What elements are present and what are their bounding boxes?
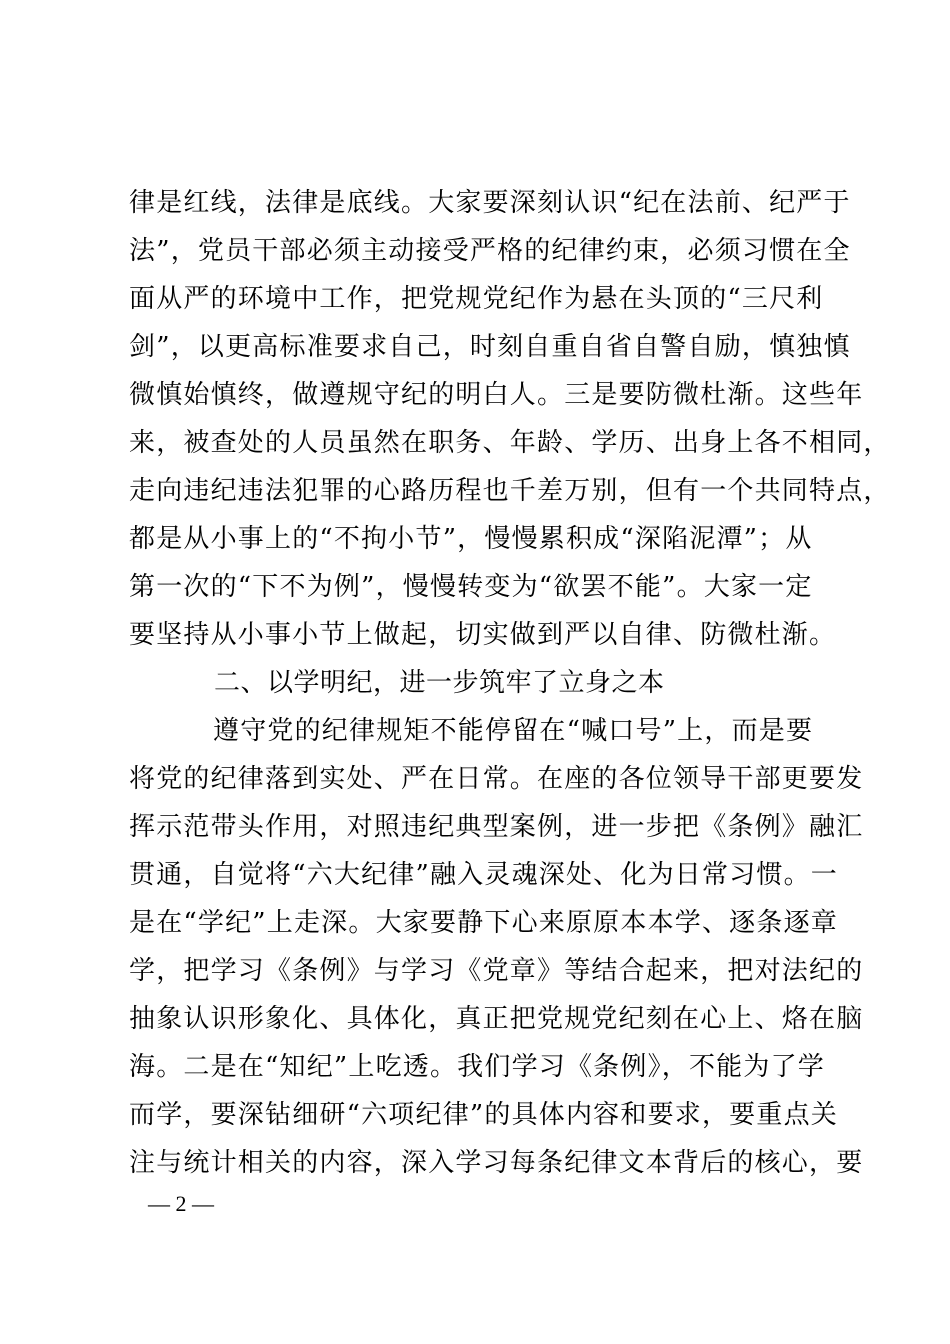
- body-text-line: 法”，党员干部必须主动接受严格的纪律约束，必须习惯在全: [129, 236, 851, 266]
- body-text-line: 而学，要深钻细研“六项纪律”的具体内容和要求，要重点关: [129, 1100, 838, 1130]
- body-text-line: 抽象认识形象化、具体化，真正把党规党纪刻在心上、烙在脑: [129, 1004, 864, 1034]
- page-number: — 2 —: [148, 1191, 214, 1216]
- body-text-line: 是在“学纪”上走深。大家要静下心来原原本本学、逐条逐章: [129, 908, 838, 938]
- body-text-line: 走向违纪违法犯罪的心路历程也千差万别，但有一个共同特点，: [129, 476, 891, 506]
- body-text-line: 要坚持从小事小节上做起，切实做到严以自律、防微杜渐。: [129, 620, 837, 650]
- body-text-line: 挥示范带头作用，对照违纪典型案例，进一步把《条例》融汇: [129, 812, 864, 842]
- body-text-line: 剑”，以更高标准要求自己，时刻自重自省自警自励，慎独慎: [129, 332, 851, 362]
- body-text-line: 微慎始慎终，做遵规守纪的明白人。三是要防微杜渐。这些年: [129, 380, 864, 410]
- body-text-line: 第一次的“下不为例”，慢慢转变为“欲罢不能”。大家一定: [129, 572, 813, 602]
- body-text-line: 贯通，自觉将“六大纪律”融入灵魂深处、化为日常习惯。一: [129, 860, 838, 890]
- body-text-line: 都是从小事上的“不拘小节”，慢慢累积成“深陷泥潭”；从: [129, 524, 813, 554]
- body-text-line: 注与统计相关的内容，深入学习每条纪律文本背后的核心，要: [129, 1148, 864, 1178]
- body-text-line: 律是红线，法律是底线。大家要深刻认识“纪在法前、纪严于: [129, 188, 851, 218]
- body-text-line: 学，把学习《条例》与学习《党章》等结合起来，把对法纪的: [129, 956, 864, 986]
- section-heading: 二、以学明纪，进一步筑牢了立身之本: [214, 668, 665, 698]
- body-text-line: 面从严的环境中工作，把党规党纪作为悬在头顶的“三尺利: [129, 284, 824, 314]
- body-text-line: 海。二是在“知纪”上吃透。我们学习《条例》，不能为了学: [129, 1052, 825, 1082]
- body-text-line: 来，被查处的人员虽然在职务、年龄、学历、出身上各不相同，: [129, 428, 891, 458]
- body-text-line: 遵守党的纪律规矩不能停留在“喊口号”上，而是要: [213, 716, 814, 746]
- body-text-line: 将党的纪律落到实处、严在日常。在座的各位领导干部更要发: [129, 764, 864, 794]
